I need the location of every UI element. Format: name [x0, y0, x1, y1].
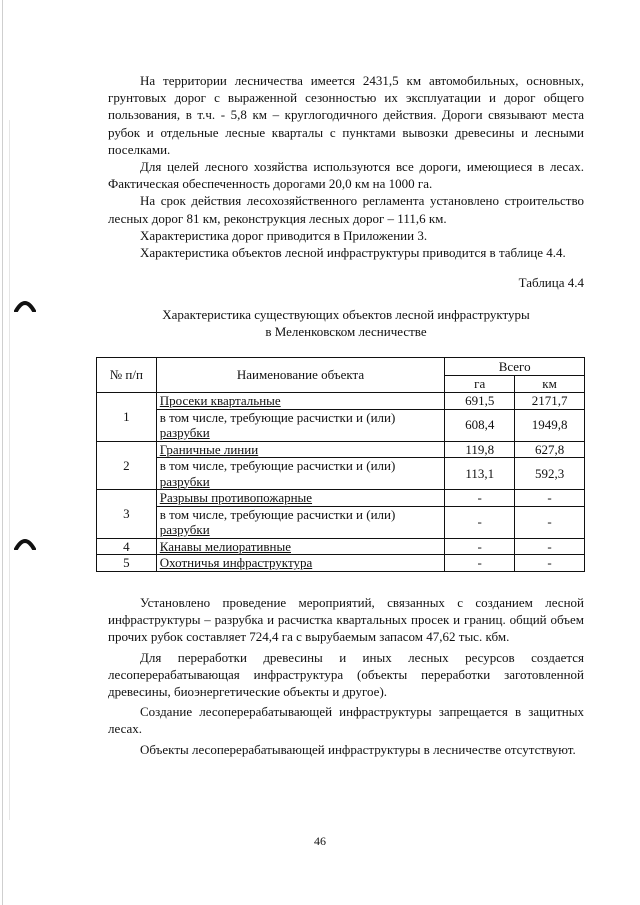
row-number: 5 [97, 555, 157, 572]
object-name: Граничные линии [156, 441, 445, 458]
punch-hole-mark-icon [14, 298, 36, 312]
value-ha: 691,5 [445, 393, 515, 410]
paragraph: На срок действия лесохозяйственного регламента установлено строительство лесных дорог 81 км, реконструкция лесных дорог – 111,6 км. [108, 193, 584, 226]
value-ha: - [445, 506, 515, 538]
paragraph: Создание лесоперерабатывающей инфраструктуры запрещается в защитных лесах. [108, 704, 584, 737]
paragraph: Установлено проведение мероприятий, связанных с созданием лесной инфраструктуры – разрубка и расчистка квартальных просек и границ. общий объем прочих рубок составляет 724,4 га с вырубаемым запасом 47,62 тыс. кбм. [108, 595, 584, 645]
object-subname: в том числе, требующие расчистки и (или) разрубки [156, 458, 445, 490]
table-row [97, 441, 585, 458]
header-total: Всего [445, 358, 585, 376]
object-name: Просеки квартальные [156, 393, 445, 410]
table-title [108, 306, 584, 340]
value-ha: - [445, 490, 515, 507]
object-name: Разрывы противопожарные [156, 490, 445, 507]
value-km: 592,3 [515, 458, 585, 490]
value-ha: 119,8 [445, 441, 515, 458]
conclusion-text [108, 594, 584, 761]
table-row [97, 538, 585, 555]
value-ha: - [445, 555, 515, 572]
paragraph: Для целей лесного хозяйства используются все дороги, имеющиеся в лесах. Фактическая обеспеченность дорогами 20,0 км на 1000 га. [108, 159, 584, 192]
paragraph: Объекты лесоперерабатывающей инфраструктуры в лесничестве отсутствуют. [140, 741, 576, 757]
infrastructure-table [96, 357, 585, 572]
header-km: км [515, 376, 585, 393]
value-km: - [515, 555, 585, 572]
row-number: 3 [97, 490, 157, 539]
object-subname: в том числе, требующие расчистки и (или) разрубки [156, 409, 445, 441]
row-number: 2 [97, 441, 157, 490]
header-ha: га [445, 376, 515, 393]
paragraph: Характеристика объектов лесной инфраструктуры приводится в таблице 4.4. [140, 245, 566, 261]
punch-hole-mark-icon [14, 536, 36, 550]
table-row [97, 393, 585, 410]
row-number: 4 [97, 538, 157, 555]
paragraph: На территории лесничества имеется 2431,5 км автомобильных, основных, грунтовых дорог с выраженной сезонностью их эксплуатации и дорог общего пользования, в т.ч. - 5,8 км – круглогодичного действия. Дороги связывают места рубок и отдельные лесные кварталы с пунктами вывозки древесины и лесными поселками. [108, 73, 584, 157]
header-name: Наименование объекта [156, 358, 445, 393]
value-km: - [515, 538, 585, 555]
header-num: № п/п [97, 358, 157, 393]
value-ha: 113,1 [445, 458, 515, 490]
value-km: - [515, 506, 585, 538]
value-ha: 608,4 [445, 409, 515, 441]
row-number: 1 [97, 393, 157, 442]
table-label: Таблица 4.4 [518, 275, 584, 290]
page-number: 46 [314, 834, 326, 848]
table-row [97, 409, 585, 441]
table-title-line: Характеристика существующих объектов лесной инфраструктуры [162, 307, 530, 322]
value-km: 627,8 [515, 441, 585, 458]
table-row [97, 490, 585, 507]
object-name: Охотничья инфраструктура [156, 555, 445, 572]
paragraph: Характеристика дорог приводится в Приложении 3. [140, 227, 428, 243]
object-subname: в том числе, требующие расчистки и (или) разрубки [156, 506, 445, 538]
intro-text [108, 72, 584, 261]
table-title-line: в Меленковском лесничестве [265, 324, 427, 339]
table-row [97, 458, 585, 490]
value-km: 1949,8 [515, 409, 585, 441]
paragraph: Для переработки древесины и иных лесных ресурсов создается лесоперерабатывающая инфраструктура (объекты переработки заготовленной древесины, биоэнергетические объекты и другое). [108, 649, 584, 700]
value-ha: - [445, 538, 515, 555]
table-row [97, 555, 585, 572]
binding-edge-line-faint [9, 120, 10, 820]
object-name: Канавы мелиоративные [156, 538, 445, 555]
value-km: 2171,7 [515, 393, 585, 410]
table-row [97, 506, 585, 538]
value-km: - [515, 490, 585, 507]
binding-edge-line [2, 0, 3, 905]
